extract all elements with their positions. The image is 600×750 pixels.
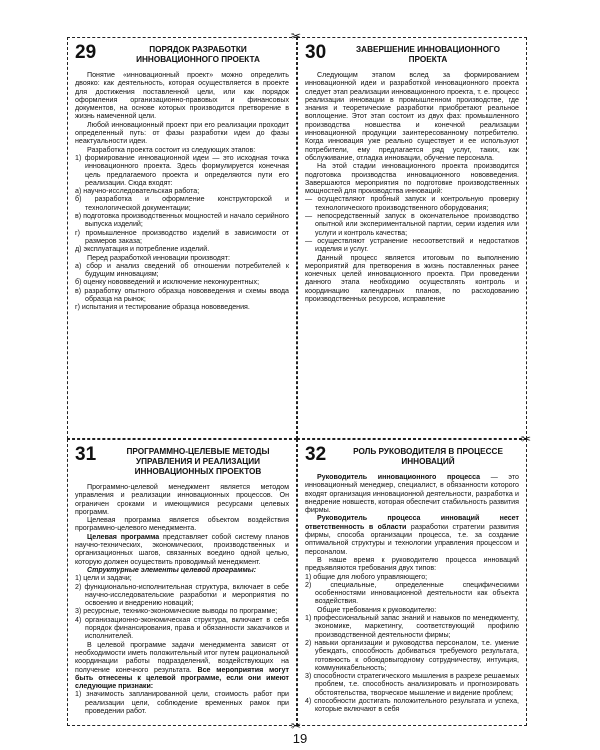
term-definition: разработки стратегии развития фирмы, способа организации процесса, т.е. за создание оптимальной структуры и технологии управления процессом и персоналом. bbox=[305, 522, 519, 556]
list-item: 1) значимость запланированной цели, стоимость работ при реализации цели, соблюдение временных рамок при проведении работ. bbox=[75, 690, 289, 716]
list-item: 1) общие для любого управляющего; bbox=[305, 572, 428, 581]
list-item: 2) специальные, определенные специфическими особенностями инновационной деятельности как объекта воздействия. bbox=[305, 580, 519, 606]
list-item: — непосредственный запуск в окончательное производство опытной или экспериментальной партии, серии изделия или услуги и контроль качества; bbox=[305, 212, 519, 237]
card-header bbox=[75, 43, 289, 65]
list-item: б) оценку нововведений и исключение неконкурентных; bbox=[75, 278, 260, 287]
list-item: 1) профессиональный запас знаний и навыков по менеджменту, экономике, маркетингу, соответствующий профилю производственной деятельности фирмы; bbox=[305, 614, 519, 639]
paragraph: Целевая программа является объектом воздействия программно-целевого менеджмента. bbox=[75, 516, 289, 533]
paragraph-text: В целевой программе задачи менеджмента зависят от необходимости иметь положительный итог путем рациональной координации работы подразделений, воздействующих на получение конечного результата. bbox=[75, 640, 289, 674]
list-item: 2) функционально-исполнительная структура, включает в себе научно-исследовательские разработки и мероприятия по освоению и внедрению новаций; bbox=[75, 582, 289, 608]
term-bold: Целевая программа bbox=[87, 532, 160, 541]
page-number: 19 bbox=[292, 731, 308, 746]
card-30 bbox=[297, 37, 527, 439]
paragraph: На этой стадии инновационного проекта производится подготовка производства инновационного нововведения. Завершаются мероприятия по подготовке производственных мощностей для производства инноваций: bbox=[305, 162, 519, 196]
card-title: ПРОГРАММНО-ЦЕЛЕВЫЕ МЕТОДЫ УПРАВЛЕНИЯ И РЕАЛИЗАЦИИ ИННОВАЦИОННЫХ ПРОЕКТОВ bbox=[126, 447, 270, 476]
paragraph bbox=[305, 473, 519, 514]
card-body bbox=[305, 71, 519, 303]
paragraph: Любой инновационный проект при его реализации проходит определенный путь: от фазы разработки идеи до фазы неактуальности идеи. bbox=[75, 120, 289, 146]
paragraph: Перед разработкой инновации производят: bbox=[87, 253, 230, 262]
list-item: в) разработку опытного образца нововведения и схемы ввода образца на рынок; bbox=[75, 286, 289, 304]
card-body bbox=[305, 473, 519, 714]
list-item: б) разработка и оформление конструкторской и технологической документации; bbox=[75, 195, 289, 212]
list-item: — осуществляют устранение несоответствий и недостатков изделия и услуг. bbox=[305, 236, 519, 254]
paragraph: Общие требования к руководителю: bbox=[317, 605, 437, 614]
paragraph bbox=[75, 641, 289, 691]
card-header bbox=[75, 445, 289, 477]
card-31 bbox=[67, 439, 297, 726]
card-header bbox=[305, 445, 519, 467]
card-number: 32 bbox=[305, 444, 327, 465]
scissors-icon: ✂ bbox=[291, 29, 302, 43]
card-number: 31 bbox=[75, 444, 97, 465]
term-bold: Руководитель процесса инноваций несет ответственность в области bbox=[305, 514, 519, 531]
paragraph: Следующим этапом вслед за формированием инновационной идеи и разработкой инновационного проекта следует этап реализации инновационного проекта, т. е. процесс реализации инновации в промышленном производстве, где знания и теоретические разработки приобретают реальное воплощение. Этот этап состоит из двух фаз: промышленного производства новшества и конечной реализации инновационной продукции заинтересованному потребителю. Когда инновация уже реально существует и ее используют потребители, ему предлагается ряд услуг, таких, как обслуживание, отладка инновации, обучение персонала. bbox=[305, 71, 519, 162]
card-title: ПОРЯДОК РАЗРАБОТКИ ИННОВАЦИОННОГО ПРОЕКТА bbox=[136, 45, 260, 64]
list-item: а) научно-исследовательская работа; bbox=[75, 187, 200, 196]
list-item: 3) способности стратегического мышления в разрезе решаемых проблем, т.е. способность анализировать и прогнозировать обстоятельства, творческое мышление и видение проблем; bbox=[305, 672, 519, 697]
bold-text: Все мероприятия могут быть отнесены к целевой программе, если они имеют следующие признаки: bbox=[75, 665, 289, 691]
scissors-icon: ✂ bbox=[521, 432, 532, 446]
list-item: 2) навыки организации и руководства персоналом, т.е. умение убеждать, способность добиваться требуемого результата, готовность к обоюдовыгодному сотрудничеству, интуиция, коммуникабельность; bbox=[305, 638, 519, 672]
list-item: 1) цели и задачи; bbox=[75, 574, 132, 583]
card-header bbox=[305, 43, 519, 65]
paragraph: В наше время к руководителю процесса инноваций предъявляются требования двух типов: bbox=[305, 555, 519, 573]
list-item: д) эксплуатация и потребление изделий. bbox=[75, 245, 210, 254]
card-32 bbox=[297, 439, 527, 726]
list-item: 4) способности достигать положительного результата и успеха, которые включают в себя bbox=[305, 697, 519, 714]
list-item: г) промышленное производство изделий в зависимости от размеров заказа; bbox=[75, 228, 289, 245]
term-bold: Руководитель инновационного процесса bbox=[317, 473, 481, 481]
paragraph: Программно-целевой менеджмент является методом управления и реализации инновационных процессов. Он ограничен сроками и имеющимися ресурсами целевых программ. bbox=[75, 483, 289, 516]
paragraph: Разработка проекта состоит из следующих этапов: bbox=[87, 145, 256, 154]
card-body bbox=[75, 483, 289, 715]
card-29 bbox=[67, 37, 297, 439]
list-item: а) сбор и анализ сведений об отношении потребителей к будущим инновациям; bbox=[75, 261, 289, 279]
list-item: в) подготовка производственных мощностей и начало серийного выпуска изделий; bbox=[75, 212, 289, 229]
card-number: 30 bbox=[305, 42, 327, 63]
term-definition: представляет собой систему планов научно-технических, экономических, производственных и организационных шагов, связанных воедино одной целью, которую должен осуществить проводимый менеджмент. bbox=[75, 532, 289, 566]
list-item: г) испытания и тестирование образца нововведения. bbox=[75, 303, 250, 312]
list-item: — осуществляют пробный запуск и контрольную проверку технологического производственного оборудования; bbox=[305, 195, 519, 212]
card-title: РОЛЬ РУКОВОДИТЕЛЯ В ПРОЦЕССЕ ИННОВАЦИЙ bbox=[353, 447, 503, 466]
card-title: ЗАВЕРШЕНИЕ ИННОВАЦИОННОГО ПРОЕКТА bbox=[356, 45, 500, 64]
list-item: 4) организационно-экономическая структура, включает в себя порядок финансирования, права и обязанности заказчиков и исполнителей. bbox=[75, 615, 289, 641]
subheading: Структурные элементы целевой программы: bbox=[87, 565, 257, 574]
list-item: 1) формирование инновационной идеи — это исходная точка инновационного проекта. Здесь формулируется конечная цель предлагаемого проекта и определяются пути его реализации. Сюда входят: bbox=[75, 153, 289, 187]
paragraph: Понятие «инновационный проект» можно определить двояко: как деятельность, которая осуществляется в проекте для достижения поставленной цели, или как порядок оформления организационно-правовых и финансовых документов, на основе которых производится претворение в жизнь намеченной цели. bbox=[75, 71, 289, 121]
list-item: 3) ресурсные, технико-экономические выводы по программе; bbox=[75, 607, 278, 616]
paragraph bbox=[75, 533, 289, 566]
card-body bbox=[75, 71, 289, 312]
term-definition: — это инновационный менеджер, специалист, в обязанности которого входят организация инновационной деятельности, разработка и внедрение новшеств, которая обеспечит стабильность развития фирмы. bbox=[305, 473, 519, 515]
card-number: 29 bbox=[75, 42, 97, 63]
paragraph: Данный процесс является итоговым по выполнению мероприятий для претворения в жизнь поставленных ранее конечных целей инновационного проекта. При проведении данного этапа необходимо осуществлять контроль и координацию календарных планов, по расходованию производственных ресурсов, исправление bbox=[305, 253, 519, 304]
scissors-icon: ✂ bbox=[291, 719, 302, 733]
paragraph bbox=[305, 514, 519, 555]
